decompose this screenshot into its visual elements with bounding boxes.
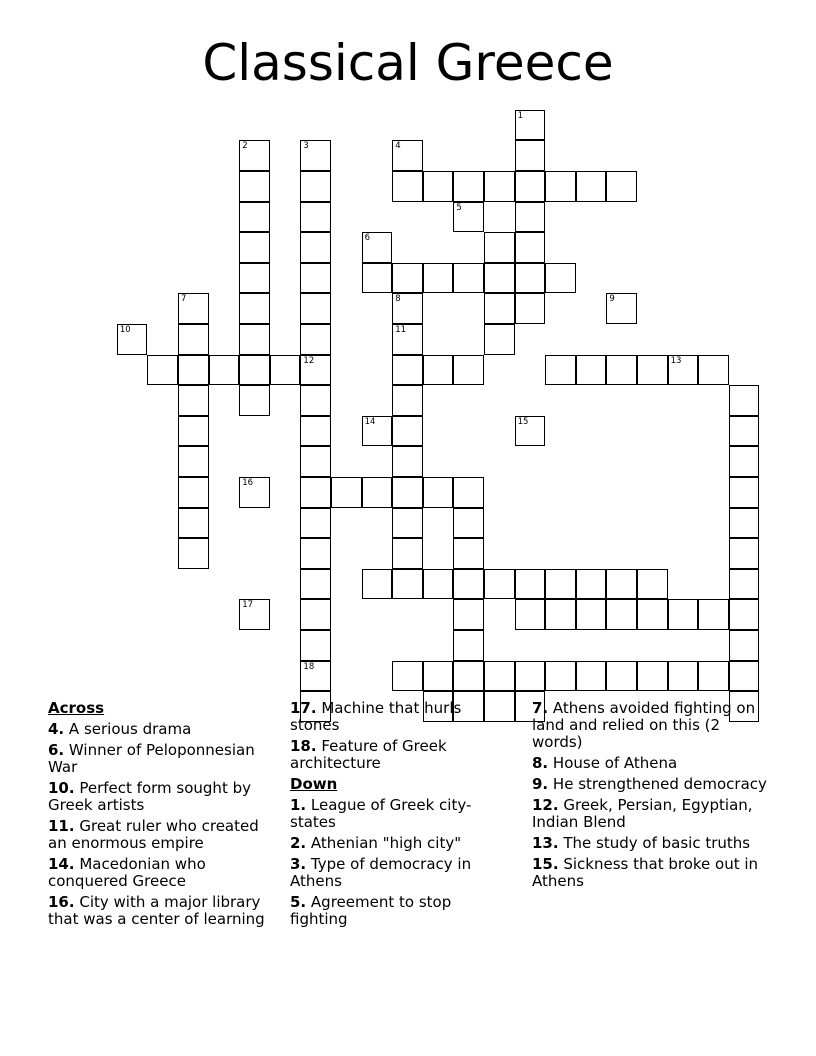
grid-cell[interactable] <box>300 171 331 202</box>
grid-cell[interactable] <box>453 202 484 233</box>
grid-cell[interactable] <box>300 599 331 630</box>
grid-cell[interactable] <box>729 477 760 508</box>
grid-cell[interactable] <box>484 171 515 202</box>
grid-cell[interactable] <box>423 661 454 692</box>
grid-cell[interactable] <box>545 355 576 386</box>
grid-cell[interactable] <box>729 446 760 477</box>
clue-down-12: 12. Greek, Persian, Egyptian, Indian Blend <box>532 796 753 831</box>
clue-number: 6 <box>364 233 371 244</box>
grid-cell[interactable] <box>300 263 331 294</box>
grid-cell[interactable] <box>300 355 331 386</box>
grid-cell[interactable] <box>515 140 546 171</box>
clue-number: 16 <box>242 478 254 488</box>
clue-number: 3 <box>303 141 309 152</box>
grid-cell[interactable] <box>239 385 270 416</box>
clue-column-3 <box>532 700 768 894</box>
grid-cell[interactable] <box>545 599 576 630</box>
grid-cell[interactable] <box>239 140 270 171</box>
clue-across-16: 16. City with a major library that was a center of learning <box>48 893 265 928</box>
clue-down-3: 3. Type of democracy in Athens <box>290 855 472 890</box>
grid-cell[interactable] <box>453 661 484 692</box>
clue-number: 9 <box>609 294 615 305</box>
grid-cell[interactable] <box>729 538 760 569</box>
grid-cell[interactable] <box>392 538 423 569</box>
grid-cell[interactable] <box>729 416 760 447</box>
grid-cell[interactable] <box>178 324 209 355</box>
clue-across-17: 17. Machine that hurls stones <box>290 699 462 734</box>
grid-cell[interactable] <box>178 416 209 447</box>
grid-cell[interactable] <box>453 171 484 202</box>
grid-cell[interactable] <box>362 477 393 508</box>
grid-cell[interactable] <box>178 446 209 477</box>
clue-across-6: 6. Winner of Peloponnesian War <box>48 741 255 776</box>
grid-cell[interactable] <box>239 263 270 294</box>
grid-cell[interactable] <box>484 263 515 294</box>
grid-cell[interactable] <box>392 416 423 447</box>
grid-cell[interactable] <box>239 293 270 324</box>
grid-cell[interactable] <box>300 293 331 324</box>
grid-cell[interactable] <box>606 171 637 202</box>
grid-cell[interactable] <box>392 508 423 539</box>
grid-cell[interactable] <box>576 171 607 202</box>
grid-cell[interactable] <box>606 661 637 692</box>
clue-number: 14 <box>364 416 376 427</box>
grid-cell[interactable] <box>423 171 454 202</box>
grid-cell[interactable] <box>362 263 393 294</box>
grid-cell[interactable] <box>668 355 699 386</box>
grid-cell[interactable] <box>392 569 423 600</box>
grid-cell[interactable] <box>453 630 484 661</box>
grid-cell[interactable] <box>484 661 515 692</box>
grid-cell[interactable] <box>239 202 270 233</box>
clue-number: 2 <box>242 141 248 152</box>
grid-cell[interactable] <box>300 569 331 600</box>
grid-cell[interactable] <box>606 293 637 324</box>
grid-cell[interactable] <box>453 569 484 600</box>
grid-cell[interactable] <box>637 355 668 386</box>
grid-cell[interactable] <box>362 416 393 447</box>
across-heading: Across <box>48 699 105 717</box>
grid-cell[interactable] <box>453 355 484 386</box>
grid-cell[interactable] <box>423 569 454 600</box>
grid-cell[interactable] <box>515 171 546 202</box>
clue-number: 8 <box>395 294 401 305</box>
clue-down-1: 1. League of Greek city-states <box>290 796 472 831</box>
clue-number: 10 <box>119 325 131 335</box>
grid-cell[interactable] <box>392 661 423 692</box>
clue-number: 18 <box>303 661 315 672</box>
grid-cell[interactable] <box>606 569 637 600</box>
grid-cell[interactable] <box>270 355 301 386</box>
grid-cell[interactable] <box>239 355 270 386</box>
grid-cell[interactable] <box>117 324 148 355</box>
grid-cell[interactable] <box>453 599 484 630</box>
grid-cell[interactable] <box>453 263 484 294</box>
grid-cell[interactable] <box>729 661 760 692</box>
clue-across-11: 11. Great ruler who created an enormous empire <box>48 817 259 852</box>
grid-cell[interactable] <box>209 355 240 386</box>
clue-number: 11 <box>395 325 407 335</box>
grid-cell[interactable] <box>637 569 668 600</box>
grid-cell[interactable] <box>606 355 637 386</box>
grid-cell[interactable] <box>300 416 331 447</box>
grid-cell[interactable] <box>515 661 546 692</box>
grid-cell[interactable] <box>453 538 484 569</box>
clue-number: 5 <box>456 202 462 213</box>
clue-down-2: 2. Athenian "high city" <box>290 834 462 852</box>
grid-cell[interactable] <box>147 355 178 386</box>
clue-number: 15 <box>517 416 529 427</box>
grid-cell[interactable] <box>515 110 546 141</box>
grid-cell[interactable] <box>606 599 637 630</box>
grid-cell[interactable] <box>392 140 423 171</box>
grid-cell[interactable] <box>515 202 546 233</box>
grid-cell[interactable] <box>178 293 209 324</box>
down-heading: Down <box>290 775 338 793</box>
clue-number: 1 <box>517 110 524 121</box>
grid-cell[interactable] <box>729 508 760 539</box>
grid-cell[interactable] <box>698 355 729 386</box>
grid-cell[interactable] <box>637 599 668 630</box>
grid-cell[interactable] <box>423 477 454 508</box>
grid-cell[interactable] <box>178 508 209 539</box>
grid-cell[interactable] <box>576 661 607 692</box>
grid-cell[interactable] <box>698 661 729 692</box>
grid-cell[interactable] <box>423 263 454 294</box>
grid-cell[interactable] <box>484 324 515 355</box>
grid-cell[interactable] <box>668 599 699 630</box>
grid-cell[interactable] <box>300 477 331 508</box>
grid-cell[interactable] <box>729 569 760 600</box>
grid-cell[interactable] <box>392 355 423 386</box>
grid-cell[interactable] <box>729 599 760 630</box>
clue-across-18: 18. Feature of Greek architecture <box>290 737 447 772</box>
grid-cell[interactable] <box>484 569 515 600</box>
grid-cell[interactable] <box>362 569 393 600</box>
grid-cell[interactable] <box>392 293 423 324</box>
clue-down-13: 13. The study of basic truths <box>532 834 751 852</box>
grid-cell[interactable] <box>515 599 546 630</box>
clue-across-4: 4. A serious drama <box>48 720 192 738</box>
clue-across-14: 14. Macedonian who conquered Greece <box>48 855 206 890</box>
grid-cell[interactable] <box>545 171 576 202</box>
grid-cell[interactable] <box>729 385 760 416</box>
clue-down-15: 15. Sickness that broke out in Athens <box>532 855 759 890</box>
grid-cell[interactable] <box>515 293 546 324</box>
grid-cell[interactable] <box>300 538 331 569</box>
grid-cell[interactable] <box>300 630 331 661</box>
grid-cell[interactable] <box>576 599 607 630</box>
grid-cell[interactable] <box>178 385 209 416</box>
grid-cell[interactable] <box>392 385 423 416</box>
grid-cell[interactable] <box>239 477 270 508</box>
grid-cell[interactable] <box>545 263 576 294</box>
grid-cell[interactable] <box>300 508 331 539</box>
grid-cell[interactable] <box>515 263 546 294</box>
grid-cell[interactable] <box>178 538 209 569</box>
clue-down-8: 8. House of Athena <box>532 754 678 772</box>
grid-cell[interactable] <box>300 661 331 692</box>
grid-cell[interactable] <box>515 569 546 600</box>
grid-cell[interactable] <box>178 355 209 386</box>
grid-cell[interactable] <box>576 355 607 386</box>
clue-down-9: 9. He strengthened democracy <box>532 775 767 793</box>
grid-cell[interactable] <box>392 324 423 355</box>
grid-cell[interactable] <box>484 232 515 263</box>
clue-across-10: 10. Perfect form sought by Greek artists <box>48 779 251 814</box>
clue-number: 13 <box>670 355 682 366</box>
grid-cell[interactable] <box>515 232 546 263</box>
grid-cell[interactable] <box>392 263 423 294</box>
grid-cell[interactable] <box>453 508 484 539</box>
grid-cell[interactable] <box>576 569 607 600</box>
grid-cell[interactable] <box>515 416 546 447</box>
clue-down-5: 5. Agreement to stop fighting <box>290 893 452 928</box>
grid-cell[interactable] <box>362 232 393 263</box>
grid-cell[interactable] <box>331 477 362 508</box>
grid-cell[interactable] <box>300 385 331 416</box>
grid-cell[interactable] <box>453 477 484 508</box>
grid-cell[interactable] <box>698 599 729 630</box>
clue-number: 4 <box>395 141 401 152</box>
grid-cell[interactable] <box>545 569 576 600</box>
grid-cell[interactable] <box>239 599 270 630</box>
grid-cell[interactable] <box>300 202 331 233</box>
grid-cell[interactable] <box>239 232 270 263</box>
clue-column-1 <box>48 700 280 932</box>
grid-cell[interactable] <box>239 171 270 202</box>
grid-cell[interactable] <box>545 661 576 692</box>
grid-cell[interactable] <box>300 446 331 477</box>
grid-cell[interactable] <box>484 293 515 324</box>
clue-number: 17 <box>242 600 254 611</box>
clue-down-7: 7. Athens avoided fighting on land and relied on this (2 words) <box>532 699 756 751</box>
grid-cell[interactable] <box>392 446 423 477</box>
grid-cell[interactable] <box>300 324 331 355</box>
grid-cell[interactable] <box>392 171 423 202</box>
clue-number: 7 <box>181 294 187 305</box>
grid-cell[interactable] <box>729 630 760 661</box>
grid-cell[interactable] <box>300 232 331 263</box>
grid-cell[interactable] <box>392 477 423 508</box>
grid-cell[interactable] <box>239 324 270 355</box>
grid-cell[interactable] <box>423 355 454 386</box>
grid-cell[interactable] <box>178 477 209 508</box>
grid-cell[interactable] <box>668 661 699 692</box>
grid-cell[interactable] <box>637 661 668 692</box>
clue-number: 12 <box>303 355 315 366</box>
grid-cell[interactable] <box>300 140 331 171</box>
clue-column-2 <box>290 700 490 932</box>
page-title: Classical Greece <box>202 34 614 92</box>
